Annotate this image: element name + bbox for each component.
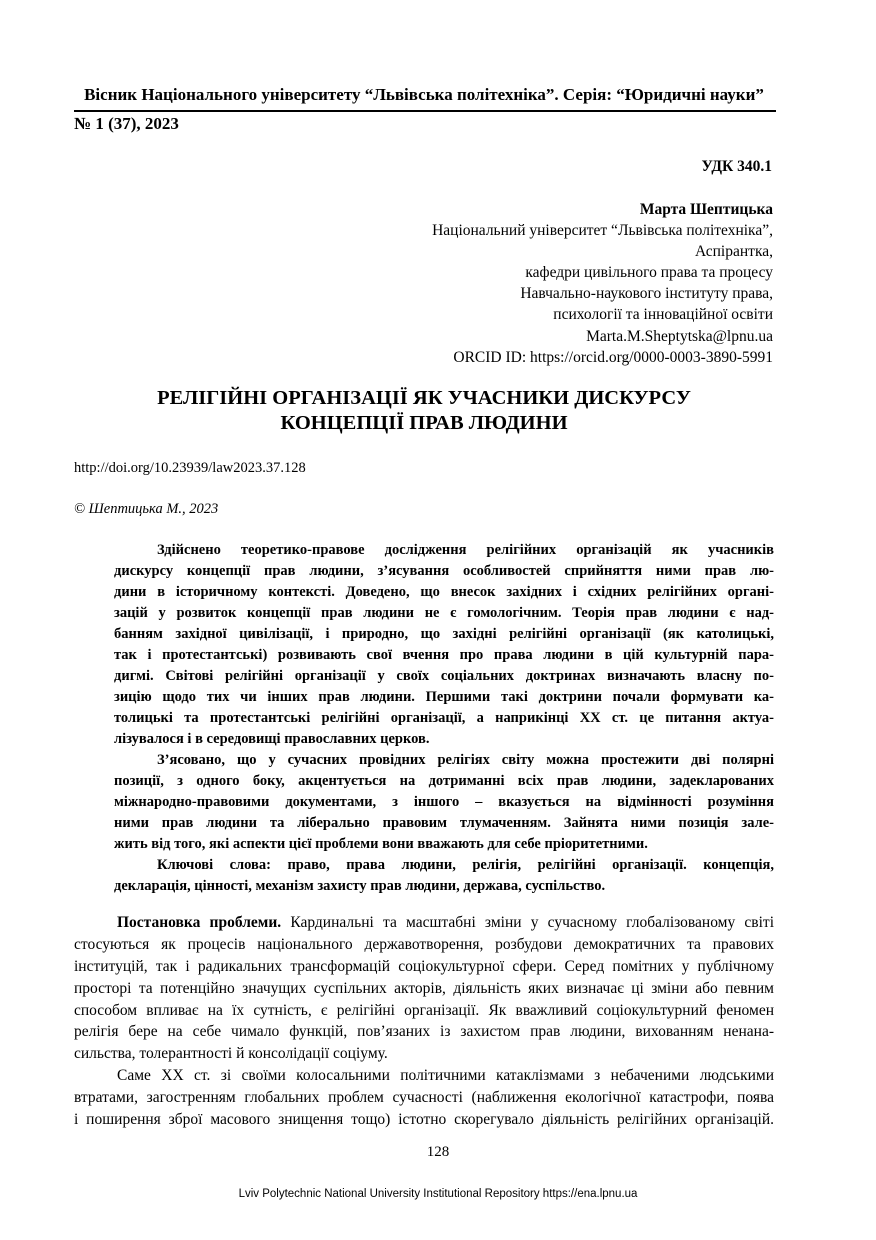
body-line: Саме ХХ ст. зі своїми колосальними політичними катаклізмами з небаченими людськими (117, 1067, 774, 1085)
section-lead: Постановка проблеми. (117, 914, 282, 931)
body-line-text: Кардинальні та масштабні зміни у сучасному глобалізованому світі (281, 914, 774, 931)
udk-code: УДК 340.1 (701, 158, 772, 175)
abstract-line: лізувалося і в середовищі православних церков. (114, 731, 430, 747)
body-line: способом впливає на їх сутність, є релігійні організації. Як вважливий соціокультурний феномен (74, 1001, 774, 1019)
title-line: РЕЛІГІЙНІ ОРГАНІЗАЦІЇ ЯК УЧАСНИКИ ДИСКУРСУ (157, 387, 691, 409)
body-line (74, 912, 774, 934)
author-institute: Навчально-наукового інституту права, (520, 285, 773, 303)
author-orcid: ORCID ID: https://orcid.org/0000-0003-3890-5991 (453, 348, 773, 366)
author-block (253, 199, 773, 368)
abstract-line: міжнародно-правовими документами, з іншого – вказується на відмінності розуміння (114, 794, 774, 810)
abstract-line: дискурсу концепції прав людини, з’ясування особливостей сприйняття ними прав лю- (114, 563, 774, 579)
author-name: Марта Шептицька (639, 201, 773, 218)
abstract-line: толицькі та протестантські релігійні організації, а наприкінці ХХ ст. це питання актуа- (114, 710, 774, 726)
author-affiliation: Національний університет “Львівська політехніка”, (432, 222, 773, 240)
abstract-line: Здійснено теоретико-правове дослідження релігійних організацій як учасників (157, 542, 774, 558)
body-text (74, 912, 774, 1131)
abstract (114, 540, 774, 897)
author-department: кафедри цивільного права та процесу (525, 264, 773, 282)
keywords-line: декларація, цінності, механізм захисту прав людини, держава, суспільство. (114, 878, 606, 894)
body-line: і поширення зброї масового знищення тощо) істотно скорегувало діяльність релігійних організацій. (74, 1111, 774, 1129)
title-line: КОНЦЕПЦІЇ ПРАВ ЛЮДИНИ (280, 412, 568, 434)
body-line: просторі та потенційно значущих суспільних акторів, діяльність яких визначає ці зміни або певним (74, 979, 774, 997)
journal-header: Вісник Національного університету “Львівська політехніка”. Серія: “Юридичні науки” (84, 85, 764, 104)
repository-footer: Lviv Polytechnic National University Institutional Repository https://ena.lpnu.ua (238, 1188, 638, 1200)
body-line: втратами, загостренням глобальних проблем сучасності (наближення екологічної катастрофи, поява (74, 1089, 774, 1107)
header-rule (74, 110, 776, 112)
body-line: релігія бере на себе чимало функцій, пов’язаних із захистом прав людини, вихованням ненана- (74, 1023, 774, 1041)
doi-link[interactable]: http://doi.org/10.23939/law2023.37.128 (74, 460, 306, 476)
issue-number: № 1 (37), 2023 (74, 114, 179, 133)
abstract-line: зацій у розвиток концепції прав людини не є гомологічним. Теорія прав людини є над- (114, 605, 774, 621)
body-line: стосуються як процесів національного державотворення, розбудови демократичних та правових (74, 935, 774, 953)
abstract-line: З’ясовано, що у сучасних провідних релігіях світу можна простежити дві полярні (157, 752, 774, 768)
abstract-line: банням західної цивілізації, і природно, що західні релігійні організації (як католицькі, (114, 626, 774, 642)
body-line: сильства, толерантності й консолідації соціуму. (74, 1045, 388, 1063)
abstract-line: дини в історичному контексті. Доведено, що внесок західних і східних релігійних органі- (114, 584, 774, 600)
abstract-line: ними прав людини та ліберально правовим тлумаченням. Зайнята ними позиція зале- (114, 815, 774, 831)
abstract-line: позиції, з одного боку, акцентується на дотриманні всіх прав людини, задекларованих (114, 773, 774, 789)
keywords-line: Ключові слова: право, права людини, релігія, релігійні організації. концепція, (157, 857, 774, 873)
body-line: інституцій, так і радикальних трансформацій соціокультурної сфери. Серед помітних у публічному (74, 957, 774, 975)
page-number: 128 (426, 1144, 450, 1160)
abstract-line: жить від того, які аспекти цієї проблеми вони вважають для себе пріоритетними. (114, 836, 648, 852)
abstract-line: зицію щодо тих чи інших прав людини. Першими такі доктрини почали формувати ка- (114, 689, 774, 705)
article-title (74, 386, 774, 436)
author-institute-cont: психології та інноваційної освіти (553, 306, 773, 324)
author-position: Аспірантка, (694, 243, 773, 261)
abstract-line: так і протестантські) розвивають свої вчення про права людини в цій культурній пара- (114, 647, 774, 663)
abstract-line: дигмі. Світові релігійні організації у своїх соціальних доктринах визначають власну по- (114, 668, 774, 684)
copyright: © Шептицька М., 2023 (74, 501, 219, 517)
author-email: Marta.M.Sheptytska@lpnu.ua (586, 327, 773, 345)
